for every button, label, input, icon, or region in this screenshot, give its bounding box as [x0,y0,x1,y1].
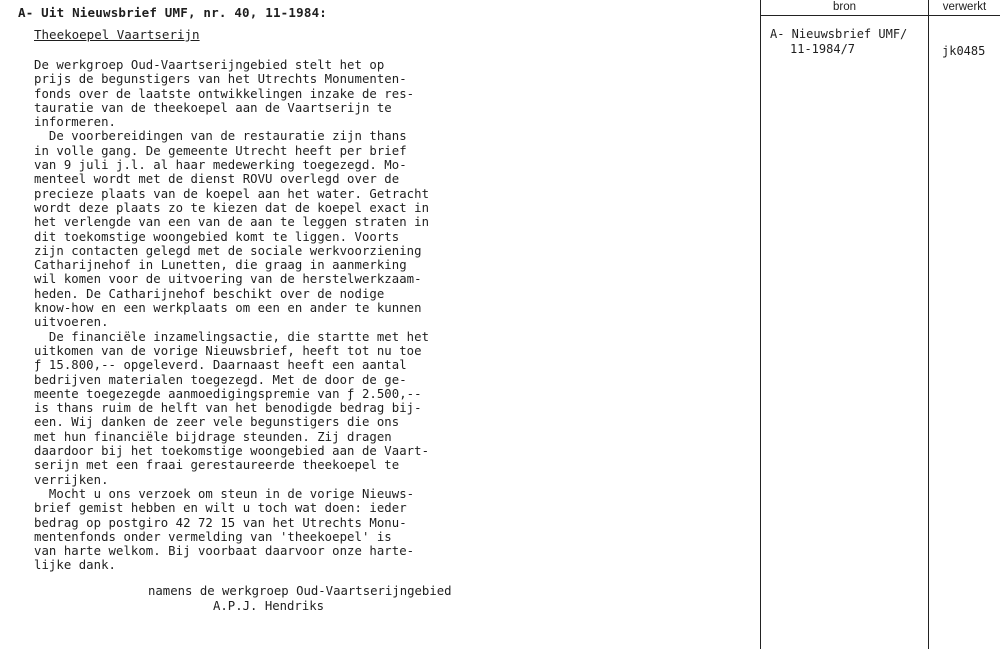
table-column-divider [928,0,929,649]
signature-organisation: namens de werkgroep Oud-Vaartserijngebied [148,584,452,598]
signature-name: A.P.J. Hendriks [213,598,325,613]
processed-code: jk0485 [942,44,986,58]
column-header-bron: bron [832,1,857,13]
paragraph-1: De werkgroep Oud-Vaartserijngebied stelt het op prijs de begunstigers van het Utrechts Monumenten- fonds over de laatste ontwikkelingen inzake de res- tauratie van de theekoepel aan de Vaartserijn te informeren. [34,58,415,130]
article-title: Theekoepel Vaartserijn [34,27,200,42]
table-left-border [760,0,761,649]
article-body [34,58,429,573]
paragraph-4: Mocht u ons verzoek om steun in de vorige Nieuws- brief gemist hebben en wilt u toch wat doen: ieder bedrag op postgiro 42 72 15 van het Utrechts Monu- mentenfonds onder vermelding van 'theekoepel' is van harte welkom. Bij voorbaat daarvoor onze harte- lijke dank. [34,486,415,573]
paragraph-3: De financiële inzamelingsactie, die startte met het uitkomen van de vorige Nieuwsbrief, heeft tot nu toe ƒ 15.800,-- opgeleverd. Daarnaast heeft een aantal bedrijven materialen toegezegd. Met de door de ge- meente toegezegde aanmoedigingspremie van ƒ 2.500,-- is thans ruim de helft van het benodigde bedrag bij- een. Wij danken de zeer vele begunstigers die ons met hun financiële bijdrage steunden. Zij dragen daardoor bij het toekomstige woongebied aan de Vaart- serijn met een fraai gerestaureerde theekoepel te verrijken. [34,329,430,487]
paragraph-2: De voorbereidingen van de restauratie zijn thans in volle gang. De gemeente Utrecht heeft per brief van 9 juli j.l. al haar medewerking toegezegd. Mo- menteel wordt met de dienst ROVU overlegd over de precieze plaats van de koepel aan het water. Getracht wordt deze plaats zo te kiezen dat de koepel exact in het verlengde van een van de aan te leggen straten in dit toekomstige woongebied komt te liggen. Voorts zijn contacten gelegd met de sociale werkvoorziening Catharijnehof in Lunetten, die graag in aanmerking wil komen voor de uitvoering van de herstelwerkzaam- heden. De Catharijnehof beschikt over de nodige know-how en een werkplaats om een en ander te kunnen uitvoeren. [34,129,430,330]
document-header: A- Uit Nieuwsbrief UMF, nr. 40, 11-1984: [18,5,328,20]
source-reference-line1: A- Nieuwsbrief UMF/ [770,27,908,41]
column-header-verwerkt: verwerkt [942,1,987,13]
source-reference-line2: 11-1984/7 [790,42,856,56]
table-header-rule [760,15,1000,16]
signature-block [0,584,452,642]
